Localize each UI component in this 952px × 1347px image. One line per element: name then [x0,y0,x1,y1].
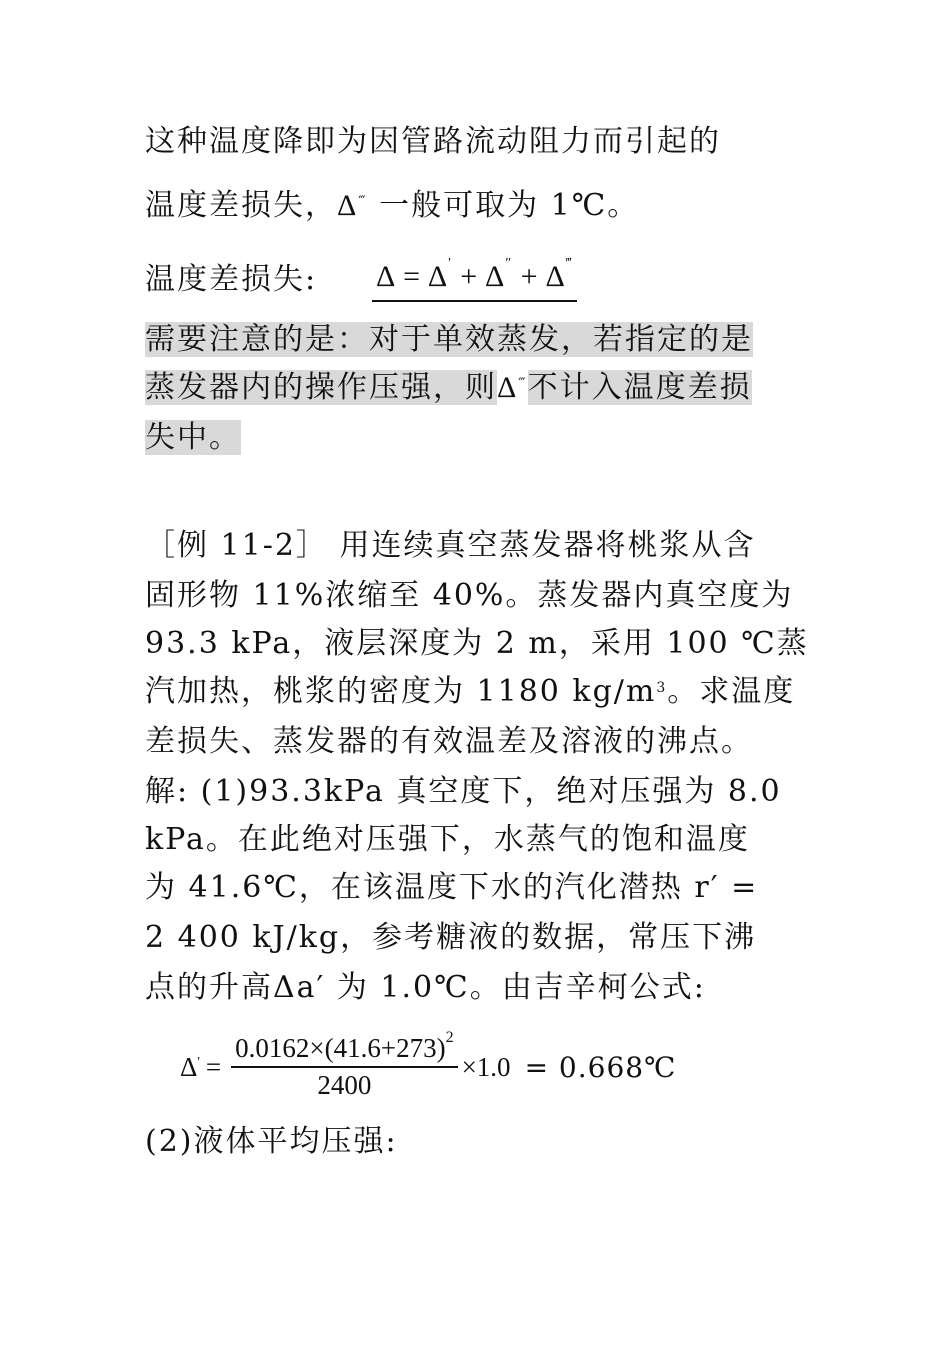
calc-equals: = [205,1051,222,1082]
calc-lhs-prime: ' [197,1055,200,1070]
note-line2 [145,366,752,410]
formula-prime-2: ″ [505,256,513,271]
note-line1-text: 需要注意的是：对于单效蒸发，若指定的是 [145,322,753,357]
formula-delta-1: Δ [427,260,449,293]
note-line3 [145,416,241,460]
example-tag: ［例 11-2］ [145,528,328,563]
calc-numerator-text: 0.0162×(41.6+273) [235,1033,446,1063]
example-line2: 固形物 11%浓缩至 40%。蒸发器内真空度为 [145,578,794,613]
calc-numerator [231,1029,457,1068]
formula-plus-1: + [460,260,479,293]
paragraph1-line2-pre: 温度差损失， [145,188,337,223]
solution-line1: 解: (1)93.3kPa 真空度下，绝对压强为 8.0 [145,774,782,809]
note-line2-pre: 蒸发器内的操作压强，则 [145,370,497,405]
delta-symbol: Δ [337,189,359,222]
calc-multiplier: ×1.0 [461,1051,511,1082]
formula-delta-2: Δ [485,260,506,293]
formula-prime-3: ‴ [565,256,573,271]
formula-plus-2: + [520,260,539,293]
solution-line5: 点的升高Δa′ 为 1.0℃。由吉辛柯公式: [145,970,706,1005]
triple-prime: ‴ [358,194,368,210]
calc-denominator: 2400 [317,1070,372,1100]
cubic-superscript: 3 [656,680,668,696]
formula-prime-1: ' [448,256,452,271]
calc-result: = 0.668℃ [524,1050,677,1084]
example-line5: 差损失、蒸发器的有效温差及溶液的沸点。 [145,724,753,759]
formula-delta: Δ [376,260,395,293]
paragraph1-line2-post: 一般可取为 1℃。 [379,188,640,223]
calc-fraction [231,1029,457,1101]
calc-square: 2 [445,1029,454,1046]
formula-total-label: 温度差损失: [145,262,318,297]
example-line1 [145,524,755,568]
example-line4-pre: 汽加热，桃浆的密度为 1180 kg/m [145,674,657,709]
paragraph1-line2 [145,184,639,228]
formula-calc [180,1022,676,1112]
example-line4-post: 。求温度 [667,674,796,709]
calc-lhs: Δ [180,1051,198,1082]
solution-line4: 2 400 kJ/kg，参考糖液的数据，常压下沸 [145,920,757,955]
solution-line3: 为 41.6℃，在该温度下水的汽化潜热 r′ = [145,870,759,905]
paragraph1-line1: 这种温度降即为因管路流动阻力而引起的 [145,124,721,159]
step2-text: (2)液体平均压强: [145,1124,398,1159]
formula-delta-3: Δ [545,260,566,293]
note-line1 [145,318,753,362]
example-line4 [145,670,795,714]
example-line1-text: 用连续真空蒸发器将桃浆从含 [339,528,756,563]
formula-equals: = [403,260,422,293]
note-line2-post: 不计入温度差损 [527,370,752,405]
example-line3: 93.3 kPa，液层深度为 2 m，采用 100 ℃蒸 [145,626,809,661]
note-triple-prime: ‴ [518,376,528,392]
solution-line2: kPa。在此绝对压强下，水蒸气的饱和温度 [145,822,750,857]
formula-total [372,256,577,302]
note-delta-symbol: Δ [497,371,519,404]
note-line3-text: 失中。 [145,420,241,455]
